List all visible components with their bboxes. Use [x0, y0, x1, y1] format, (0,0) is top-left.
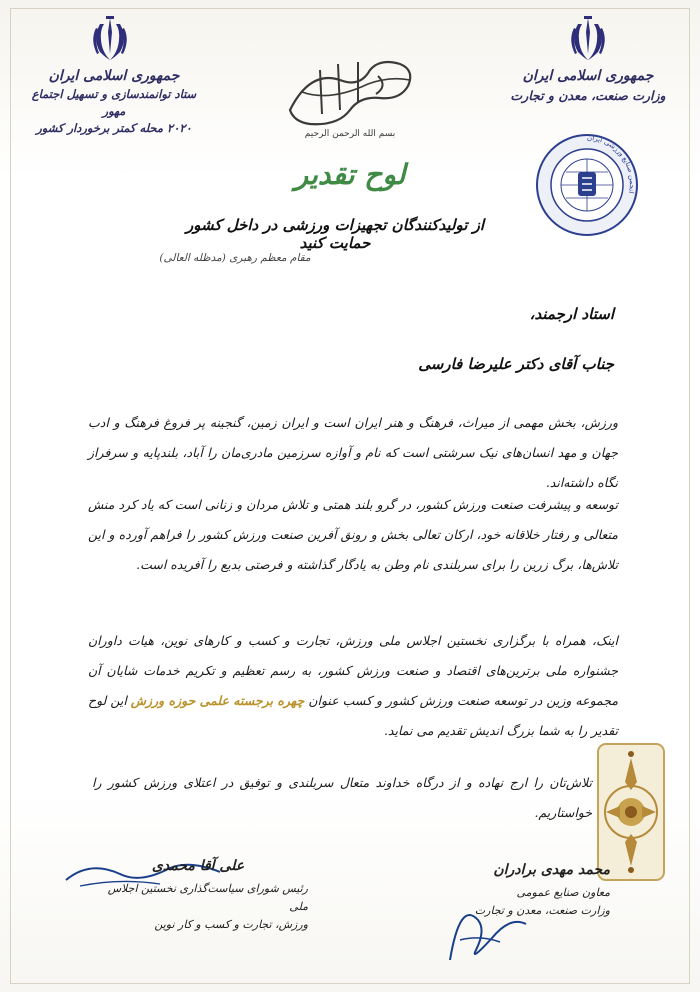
header-right — [500, 66, 676, 106]
leader-quote: از تولیدکنندگان تجهیزات ورزشی در داخل کشور حمایت کنید — [185, 216, 484, 252]
bismillah-text: بسم الله الرحمن الرحیم — [304, 129, 396, 139]
iran-emblem-icon-left — [88, 14, 132, 64]
signatory-left-name: علی آقا محمدی — [151, 858, 245, 874]
paragraph-3-part-b: این لوح تقدیر را به شما بزرگ اندیش تقدیم می نماید. — [88, 693, 618, 738]
certificate-title: لوح تقدیر — [294, 158, 406, 191]
quote-attribution: مقام معظم رهبری (مدظله العالی) — [159, 252, 311, 264]
header-left-country: جمهوری اسلامی ایران — [48, 68, 180, 84]
header-left — [24, 66, 204, 137]
header-left-line3: ۲۰۲۰ محله کمتر برخوردار کشور — [36, 121, 192, 135]
header-right-country: جمهوری اسلامی ایران — [522, 68, 654, 84]
paragraph-3-part-a: اینک، همراه با برگزاری نخستین اجلاس ملی ورزش، تجارت و کسب و کارهای نوین، هیات داوران جشنواره ملی برترین‌های اقتصاد و صنعت ورزش کشور، به رسم تعظیم و تکریم خدمات شایان آن مجموعه وزین در توسعه صنعت ورزش کشور و کسب عنوان — [88, 633, 619, 708]
recipient-name: جناب آقای دکتر علیرضا فارسی — [418, 355, 614, 373]
signatory-left-title1: رئیس شورای سیاست‌گذاری نخستین اجلاس ملی — [107, 882, 308, 913]
signatory-right-title2: وزارت صنعت، معدن و تجارت — [474, 904, 610, 917]
signatory-left — [88, 858, 308, 934]
seal-text: انجمن صنایع ورزشی ایران — [586, 133, 636, 195]
award-title-highlight: چهره برجسته علمی حوزه ورزش — [130, 693, 305, 708]
bismillah-calligraphy — [250, 40, 450, 140]
signatory-left-title2: ورزش، تجارت و کسب و کار نوین — [154, 918, 308, 931]
signatory-right-name: محمد مهدی برادران — [493, 862, 610, 878]
salutation: استاد ارجمند، — [529, 305, 614, 323]
association-seal-logo — [534, 130, 640, 240]
iran-emblem-icon-right — [566, 14, 610, 64]
header-left-line2: ستاد توانمندسازی و تسهیل اجتماع مهور — [31, 87, 197, 118]
signatory-right-title1: معاون صنایع عمومی — [516, 886, 610, 899]
header-right-ministry: وزارت صنعت، معدن و تجارت — [510, 88, 666, 103]
paragraph-3 — [88, 626, 618, 746]
paragraph-4: تلاش‌تان را ارج نهاده و از درگاه خداوند متعال سربلندی و توفیق در اعتلای ورزش کشور را خواستاریم. — [92, 775, 592, 820]
signatory-right — [430, 862, 610, 920]
paragraph-2: توسعه و پیشرفت صنعت ورزش کشور، در گرو بلند همتی و تلاش مردان و زنانی است که یاد کرد منش متعالی و رفتار خلاقانه خود، ارکان تعالی بخش و رونق آفرین صنعت ورزش کشور را فراهم آورده و این تلاش‌ها، برگ زرین را برای سربلندی نام وطن به یادگار گذاشته و فرصتی بدیع را آفریده است. — [88, 497, 618, 572]
paragraph-1: ورزش، بخش مهمی از میراث، فرهنگ و هنر ایران است و ایران زمین، گنجینه پر فروغ فرهنگ و ادب جهان و مهد انسان‌های نیک سرشتی است که نام و آوازه سرزمین مادری‌مان را آباد، بلندپایه و سرفراز نگاه داشته‌اند. — [88, 415, 618, 490]
